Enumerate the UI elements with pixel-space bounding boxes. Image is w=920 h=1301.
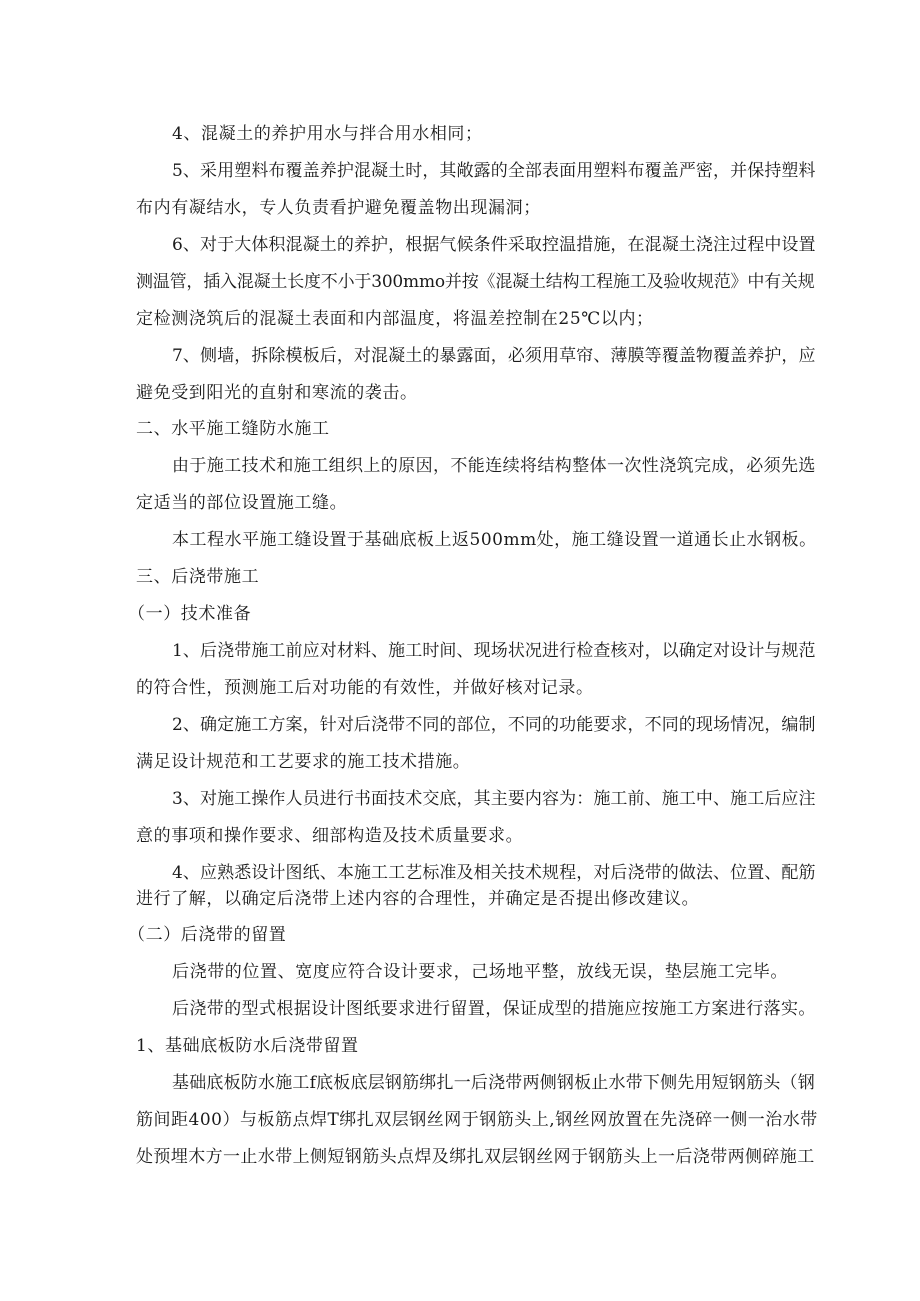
item-6-mass-concrete-line-1: 6、对于大体积混凝土的养护，根据气候条件采取控温措施，在混凝土浇注过程中设置 xyxy=(172,235,816,255)
prep-item-1-line-2: 的符合性，预测施工后对功能的有效性，并做好核对记录。 xyxy=(136,678,594,698)
item-7-side-wall-line-2: 避免受到阳光的直射和寒流的袭击。 xyxy=(136,383,418,403)
base-slab-line-1: 基础底板防水施工f底板底层钢筋绑扎一后浇带两侧钢板止水带下侧先用短钢筋头（钢 xyxy=(172,1073,815,1093)
prep-item-3-line-1: 3、对施工操作人员进行书面技术交底，其主要内容为：施工前、施工中、施工后应注 xyxy=(172,789,816,809)
section-heading-3: 三、后浇带施工 xyxy=(136,567,260,587)
item-6-mass-concrete-line-3: 定检测浇筑后的混凝土表面和内部温度，将温差控制在25℃以内； xyxy=(136,309,654,329)
item-5-plastic-cover-line-1: 5、采用塑料布覆盖养护混凝土时，其敞露的全部表面用塑料布覆盖严密，并保持塑料 xyxy=(172,161,816,181)
joint-reason-line-2: 定适当的部位设置施工缝。 xyxy=(136,493,348,513)
joint-location-paragraph: 本工程水平施工缝设置于基础底板上返500mm处，施工缝设置一道通长止水钢板。 xyxy=(172,530,817,550)
reserve-paragraph-2: 后浇带的型式根据设计图纸要求进行留置，保证成型的措施应按施工方案进行落实。 xyxy=(172,999,816,1019)
subsection-heading-1: （一）技术准备 xyxy=(128,604,252,624)
item-7-side-wall-line-1: 7、侧墙，拆除模板后，对混凝土的暴露面，必须用草帘、薄膜等覆盖物覆盖养护，应 xyxy=(172,346,816,366)
prep-item-4-line-1: 4、应熟悉设计图纸、本施工工艺标准及相关技术规程，对后浇带的做法、位置、配筋 xyxy=(172,863,816,883)
reserve-paragraph-1: 后浇带的位置、宽度应符合设计要求，己场地平整，放线无误，垫层施工完毕。 xyxy=(172,962,788,982)
base-slab-line-3: 处预埋木方一止水带上侧短钢筋头点焊及绑扎双层钢丝网于钢筋头上一后浇带两侧碎施工 xyxy=(136,1147,815,1167)
item-4-curing-water: 4、混凝土的养护用水与拌合用水相同； xyxy=(172,124,483,144)
prep-item-4-line-2: 进行了解，以确定后浇带上述内容的合理性，并确定是否提出修改建议。 xyxy=(136,889,700,909)
subsection-heading-2: （二）后浇带的留置 xyxy=(128,925,287,945)
item-5-plastic-cover-line-2: 布内有凝结水，专人负责看护避免覆盖物出现漏洞； xyxy=(136,198,541,218)
sub-heading-base-slab: 1、基础底板防水后浇带留置 xyxy=(136,1036,359,1056)
prep-item-2-line-2: 满足设计规范和工艺要求的施工技术措施。 xyxy=(136,752,471,772)
base-slab-line-2: 筋间距400）与板筋点焊T绑扎双层钢丝网于钢筋头上,钢丝网放置在先浇碎一侧一治水带 xyxy=(136,1110,818,1130)
item-6-mass-concrete-line-2: 测温管，插入混凝土长度不小于300mmo并按《混凝土结构工程施工及验收规范》中有关规 xyxy=(136,272,815,292)
prep-item-3-line-2: 意的事项和操作要求、细部构造及技术质量要求。 xyxy=(136,826,524,846)
joint-reason-line-1: 由于施工技术和施工组织上的原因，不能连续将结构整体一次性浇筑完成，必须先选 xyxy=(172,456,816,476)
prep-item-1-line-1: 1、后浇带施工前应对材料、施工时间、现场状况进行检查核对，以确定对设计与规范 xyxy=(172,641,816,661)
prep-item-2-line-1: 2、确定施工方案，针对后浇带不同的部位，不同的功能要求，不同的现场情况，编制 xyxy=(172,715,816,735)
section-heading-2: 二、水平施工缝防水施工 xyxy=(136,419,330,439)
